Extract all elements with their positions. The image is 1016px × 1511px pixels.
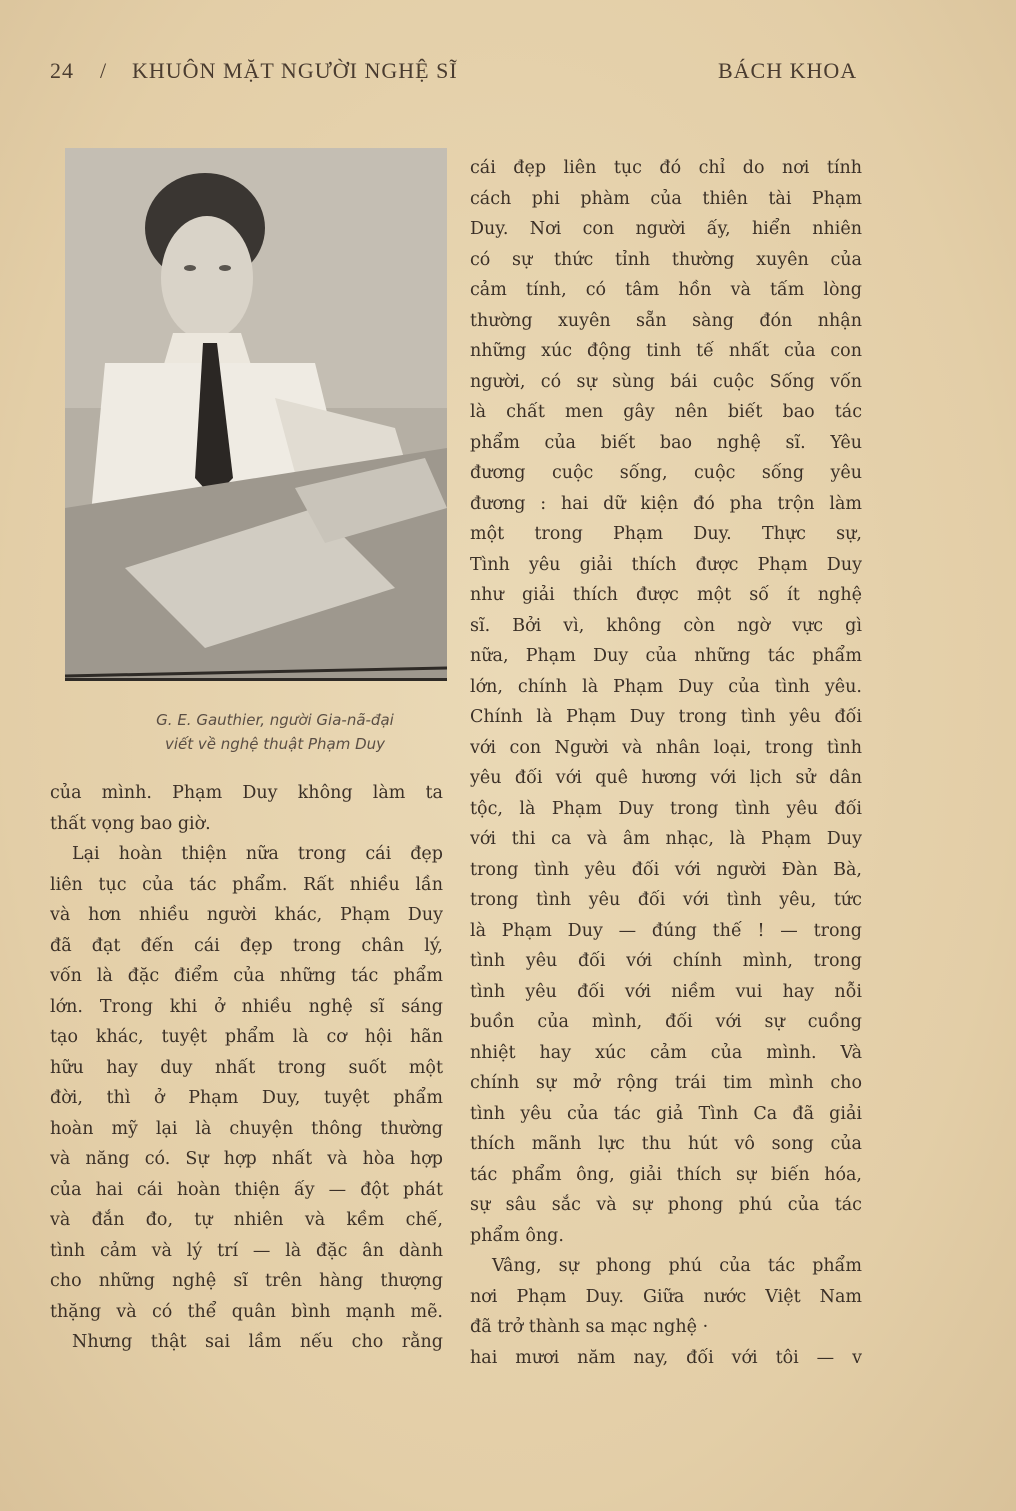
text-line: đã trở thành sa mạc nghệ · (470, 1317, 709, 1337)
text-line: Lại hoàn thiện nữa trong cái đẹp (72, 844, 443, 864)
text-line: liên tục của tác phẩm. Rất nhiều lần (50, 874, 443, 895)
text-line: hai mươi năm nay, đối với tôi — v (470, 1347, 862, 1368)
text-line: hoàn mỹ lại là chuyện thông thường (50, 1118, 443, 1139)
page-number: 24 (50, 58, 74, 83)
text-line: chính sự mở rộng trái tim mình cho (470, 1073, 862, 1093)
text-line: nơi Phạm Duy. Giữa nước Việt Nam (470, 1286, 862, 1307)
text-line: và hơn nhiều người khác, Phạm Duy (50, 905, 443, 925)
text-line: tạo khác, tuyệt phẩm là cơ hội hãn (50, 1027, 443, 1047)
text-line: những xúc động tinh tế nhất của con (470, 341, 862, 361)
text-line: của hai cái hoàn thiện ấy — đột phát (50, 1179, 443, 1200)
right-column-text (470, 153, 862, 1373)
text-line: nhiệt hay xúc cảm của mình. Và (470, 1042, 862, 1063)
text-line: thường xuyên sẵn sàng đón nhận (470, 310, 862, 331)
text-line: hữu hay duy nhất trong suốt một (50, 1057, 443, 1078)
portrait-photo (65, 148, 447, 681)
text-line: tác phẩm ông, giải thích sự biến hóa, (470, 1164, 862, 1185)
text-line: thất vọng bao giờ. (50, 813, 211, 834)
text-line: cho những nghệ sĩ trên hàng thượng (50, 1271, 443, 1291)
text-line: của mình. Phạm Duy không làm ta (50, 783, 443, 803)
text-line: là Phạm Duy — đúng thế ! — trong (470, 920, 862, 941)
text-line: cách phi phàm của thiên tài Phạm (470, 188, 862, 209)
text-line: tộc, là Phạm Duy trong tình yêu đối (470, 798, 862, 819)
text-line: một trong Phạm Duy. Thực sự, (470, 524, 862, 544)
caption-line: viết về nghệ thuật Phạm Duy (164, 735, 386, 753)
text-line: sự sâu sắc và sự phong phú của tác (470, 1195, 862, 1215)
text-line: yêu đối với quê hương với lịch sử dân (470, 768, 862, 788)
text-line: phẩm của biết bao nghệ sĩ. Yêu (470, 432, 862, 453)
text-line: nữa, Phạm Duy của những tác phẩm (470, 646, 862, 666)
text-line: thích mãnh lực thu hút vô song của (470, 1134, 862, 1154)
text-line: thặng và có thể quân bình mạnh mẽ. (50, 1301, 443, 1322)
text-line: đời, thì ở Phạm Duy, tuyệt phẩm (50, 1088, 443, 1108)
portrait-photo-drawing (65, 148, 447, 678)
text-line: và năng có. Sự hợp nhất và hòa hợp (50, 1149, 443, 1169)
text-line: tình yêu đối với chính mình, trong (470, 951, 862, 971)
text-line: vốn là đặc điểm của những tác phẩm (50, 966, 443, 986)
magazine-title: BÁCH KHOA (718, 58, 858, 83)
text-line: Chính là Phạm Duy trong tình yêu đối (470, 707, 862, 727)
text-line: Tình yêu giải thích được Phạm Duy (470, 554, 862, 575)
text-line: là chất men gây nên biết bao tác (470, 402, 862, 422)
text-line: người, có sự sùng bái cuộc Sống vốn (470, 371, 862, 392)
section-title: KHUÔN MẶT NGƯỜI NGHỆ SĨ (132, 58, 458, 83)
text-line: và đắn đo, tự nhiên và kềm chế, (50, 1210, 443, 1230)
text-line: phẩm ông. (470, 1225, 564, 1246)
text-line: đương cuộc sống, cuộc sống yêu (470, 463, 862, 483)
text-line: tình cảm và lý trí — là đặc ân dành (50, 1240, 443, 1261)
text-line: cái đẹp liên tục đó chỉ do nơi tính (470, 158, 862, 178)
text-line: Vâng, sự phong phú của tác phẩm (492, 1256, 862, 1276)
text-line: trong tình yêu đối với người Đàn Bà, (470, 859, 862, 880)
left-column-text (50, 778, 443, 1358)
text-line: như giải thích được một số ít nghệ (470, 585, 862, 605)
text-line: Duy. Nơi con người ấy, hiển nhiên (470, 219, 862, 239)
text-line: buồn của mình, đối với sự cuồng (470, 1012, 862, 1032)
header-separator: / (100, 58, 108, 83)
photo-caption (90, 708, 460, 756)
text-line: tình yêu của tác giả Tình Ca đã giải (470, 1103, 862, 1124)
text-line: với con Người và nhân loại, trong tình (470, 737, 862, 758)
text-line: lớn, chính là Phạm Duy của tình yêu. (470, 676, 862, 697)
text-line: có sự thức tỉnh thường xuyên của (470, 249, 862, 270)
text-line: sĩ. Bởi vì, không còn ngờ vực gì (470, 615, 862, 636)
text-line: lớn. Trong khi ở nhiều nghệ sĩ sáng (50, 996, 443, 1017)
text-line: cảm tính, có tâm hồn và tấm lòng (470, 280, 862, 300)
text-line: trong tình yêu đối với tình yêu, tức (470, 890, 862, 910)
caption-line: G. E. Gauthier, người Gia-nã-đại (156, 711, 394, 729)
text-line: tình yêu đối với niềm vui hay nỗi (470, 981, 862, 1002)
text-line: Nhưng thật sai lầm nếu cho rằng (72, 1332, 443, 1352)
text-line: với thi ca và âm nhạc, là Phạm Duy (470, 829, 862, 849)
text-line: đương : hai dữ kiện đó pha trộn làm (470, 493, 862, 514)
text-line: đã đạt đến cái đẹp trong chân lý, (50, 935, 443, 956)
